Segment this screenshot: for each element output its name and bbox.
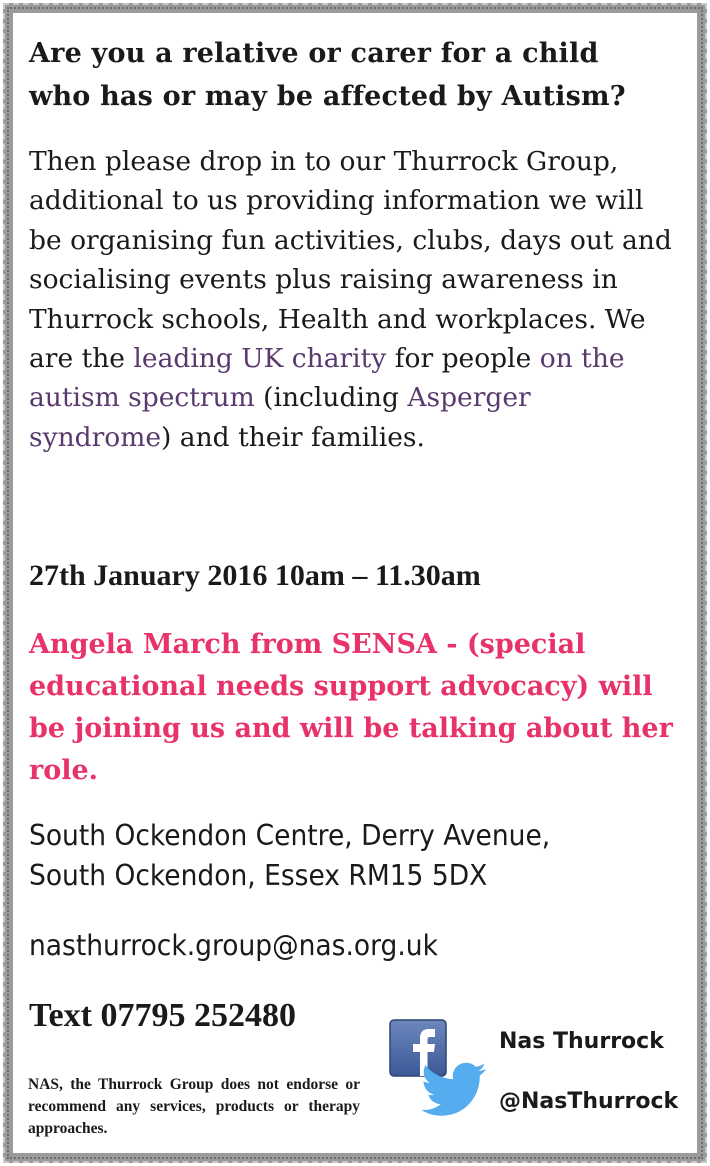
intro-text-1: Then please drop in to our Thurrock Group, additional to us providing information we will be organising fun activities, clubs, days out and socialising events plus raising awareness in Thurrock schools, Health and workplaces. We are the bbox=[29, 146, 672, 375]
guest-speaker: Angela March from SENSA - (special educational needs support advocacy) will be joining us and will be talking about her role. bbox=[29, 629, 673, 786]
heading-line-2: who has or may be affected by Autism? bbox=[29, 81, 626, 112]
address-line-2: South Ockendon, Essex RM15 5DX bbox=[29, 859, 488, 892]
intro-text-2: for people bbox=[386, 343, 540, 375]
intro-text-4: ) and their families. bbox=[161, 421, 425, 453]
event-date: 27th January 2016 10am – 11.30am bbox=[29, 559, 481, 592]
twitter-handle: @NasThurrock bbox=[499, 1089, 679, 1114]
venue-address bbox=[29, 816, 634, 896]
facebook-page-name: Nas Thurrock bbox=[499, 1029, 664, 1054]
heading-line-1: Are you a relative or carer for a child bbox=[29, 38, 599, 69]
intro-paragraph bbox=[29, 142, 679, 457]
twitter-icon bbox=[422, 1062, 488, 1118]
contact-email: nasthurrock.group@nas.org.uk bbox=[29, 929, 438, 962]
leading-charity-text: leading UK charity bbox=[133, 343, 387, 375]
autism-spectrum-text: on the autism spectrum bbox=[29, 343, 625, 414]
intro-text-3: (including bbox=[254, 382, 408, 414]
contact-phone: Text 07795 252480 bbox=[29, 997, 296, 1034]
asperger-text: Asperger syndrome bbox=[29, 382, 531, 453]
disclaimer: NAS, the Thurrock Group does not endorse or recommend any services, products or therapy approaches. bbox=[28, 1076, 360, 1137]
page-title bbox=[29, 32, 679, 118]
address-line-1: South Ockendon Centre, Derry Avenue, bbox=[29, 819, 551, 852]
